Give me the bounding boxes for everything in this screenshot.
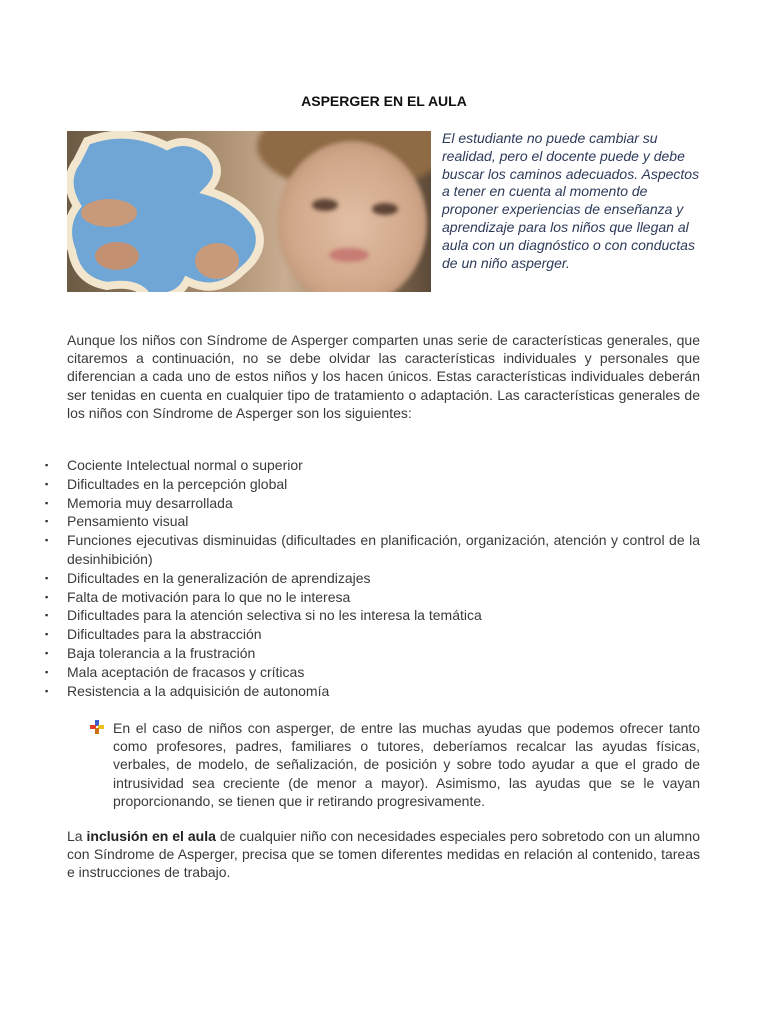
- list-item: [45, 682, 700, 701]
- list-item: [45, 475, 700, 494]
- list-item-text: Dificultades en la generalización de aprendizajes: [67, 569, 371, 586]
- document-title: ASPERGER EN EL AULA: [301, 93, 467, 109]
- list-item-text: Dificultades para la atención selectiva si no les interesa la temática: [67, 607, 482, 624]
- four-color-bullet-icon: [90, 720, 104, 734]
- square-bullet-icon: ▪: [45, 572, 49, 583]
- square-bullet-icon: ▪: [45, 497, 49, 508]
- list-item-text: Funciones ejecutivas disminuidas (dificultades en planificación, organización, atención y control de la desinhibición): [67, 532, 700, 567]
- list-item: [45, 606, 700, 625]
- inclusion-bold: inclusión en el aula: [86, 828, 216, 844]
- square-bullet-icon: ▪: [45, 685, 49, 696]
- list-item-text: Pensamiento visual: [67, 513, 189, 530]
- list-item: [45, 494, 700, 513]
- list-item-text: Dificultades en la percepción global: [67, 475, 288, 492]
- paragraph-characteristics-intro: Aunque los niños con Síndrome de Asperger comparten unas serie de características generales, que citaremos a continuación, no se debe olvidar las características individuales y personales que diferencian a cada uno de estos niños y los hacen únicos. Estas características individuales deberán ser tenidas en cuenta en cualquier tipo de tratamiento o adaptación. Las características generales de los niños con Síndrome de Asperger son los siguientes:: [67, 332, 700, 421]
- hero-photo-child-with-puzzle-piece: [67, 131, 431, 292]
- list-item-text: Falta de motivación para lo que no le interesa: [67, 588, 351, 605]
- sub-paragraph-ayudas: En el caso de niños con asperger, de entre las muchas ayudas que podemos ofrecer tanto como profesores, padres, familiares o tutores, deberíamos recalcar las ayudas físicas, verbales, de modelo, de señalización, de posición y sobre todo ayudar a que el grado de intrusividad sea creciente (de menor a mayor). Asimismo, las ayudas que se le vayan proporcionando, se tienen que ir retirando progresivamente.: [113, 720, 700, 809]
- list-item-text: Mala aceptación de fracasos y críticas: [67, 663, 305, 680]
- list-item: [45, 531, 700, 569]
- square-bullet-icon: ▪: [45, 478, 49, 489]
- intro-italic-text: El estudiante no puede cambiar su realidad, pero el docente puede y debe buscar los caminos adecuados. Aspectos a tener en cuenta al momento de proponer experiencias de enseñanza y aprendizaje para los niños que llegan al aula con un diagnóstico o con conductas de un niño asperger.: [442, 130, 700, 271]
- characteristics-list: [45, 456, 700, 700]
- list-item: [45, 569, 700, 588]
- inclusion-prefix: La: [67, 828, 87, 844]
- square-bullet-icon: ▪: [45, 629, 49, 640]
- inclusion-suffix: de cualquier niño con necesidades especiales pero sobretodo con un alumno con Síndrome de Asperger, precisa que se tomen diferentes medidas en relación al contenido, tareas e instrucciones de trabajo.: [67, 828, 701, 881]
- square-bullet-icon: ▪: [45, 535, 49, 546]
- list-item: [45, 588, 700, 607]
- square-bullet-icon: ▪: [45, 516, 49, 527]
- list-item-text: Dificultades para la abstracción: [67, 626, 262, 643]
- puzzle-piece-icon: [67, 131, 431, 292]
- list-item: [45, 663, 700, 682]
- paragraph-inclusion: [67, 827, 700, 882]
- list-item-text: Resistencia a la adquisición de autonomía: [67, 682, 330, 699]
- list-item: [45, 625, 700, 644]
- list-item-text: Cociente Intelectual normal o superior: [67, 457, 303, 473]
- square-bullet-icon: ▪: [45, 610, 49, 621]
- list-item-text: Memoria muy desarrollada: [67, 494, 233, 511]
- list-item: [45, 512, 700, 531]
- square-bullet-icon: ▪: [45, 591, 49, 602]
- square-bullet-icon: ▪: [45, 647, 49, 658]
- list-item: [45, 644, 700, 663]
- square-bullet-icon: ▪: [45, 460, 49, 470]
- square-bullet-icon: ▪: [45, 666, 49, 677]
- list-item: [45, 456, 700, 475]
- list-item-text: Baja tolerancia a la frustración: [67, 644, 256, 661]
